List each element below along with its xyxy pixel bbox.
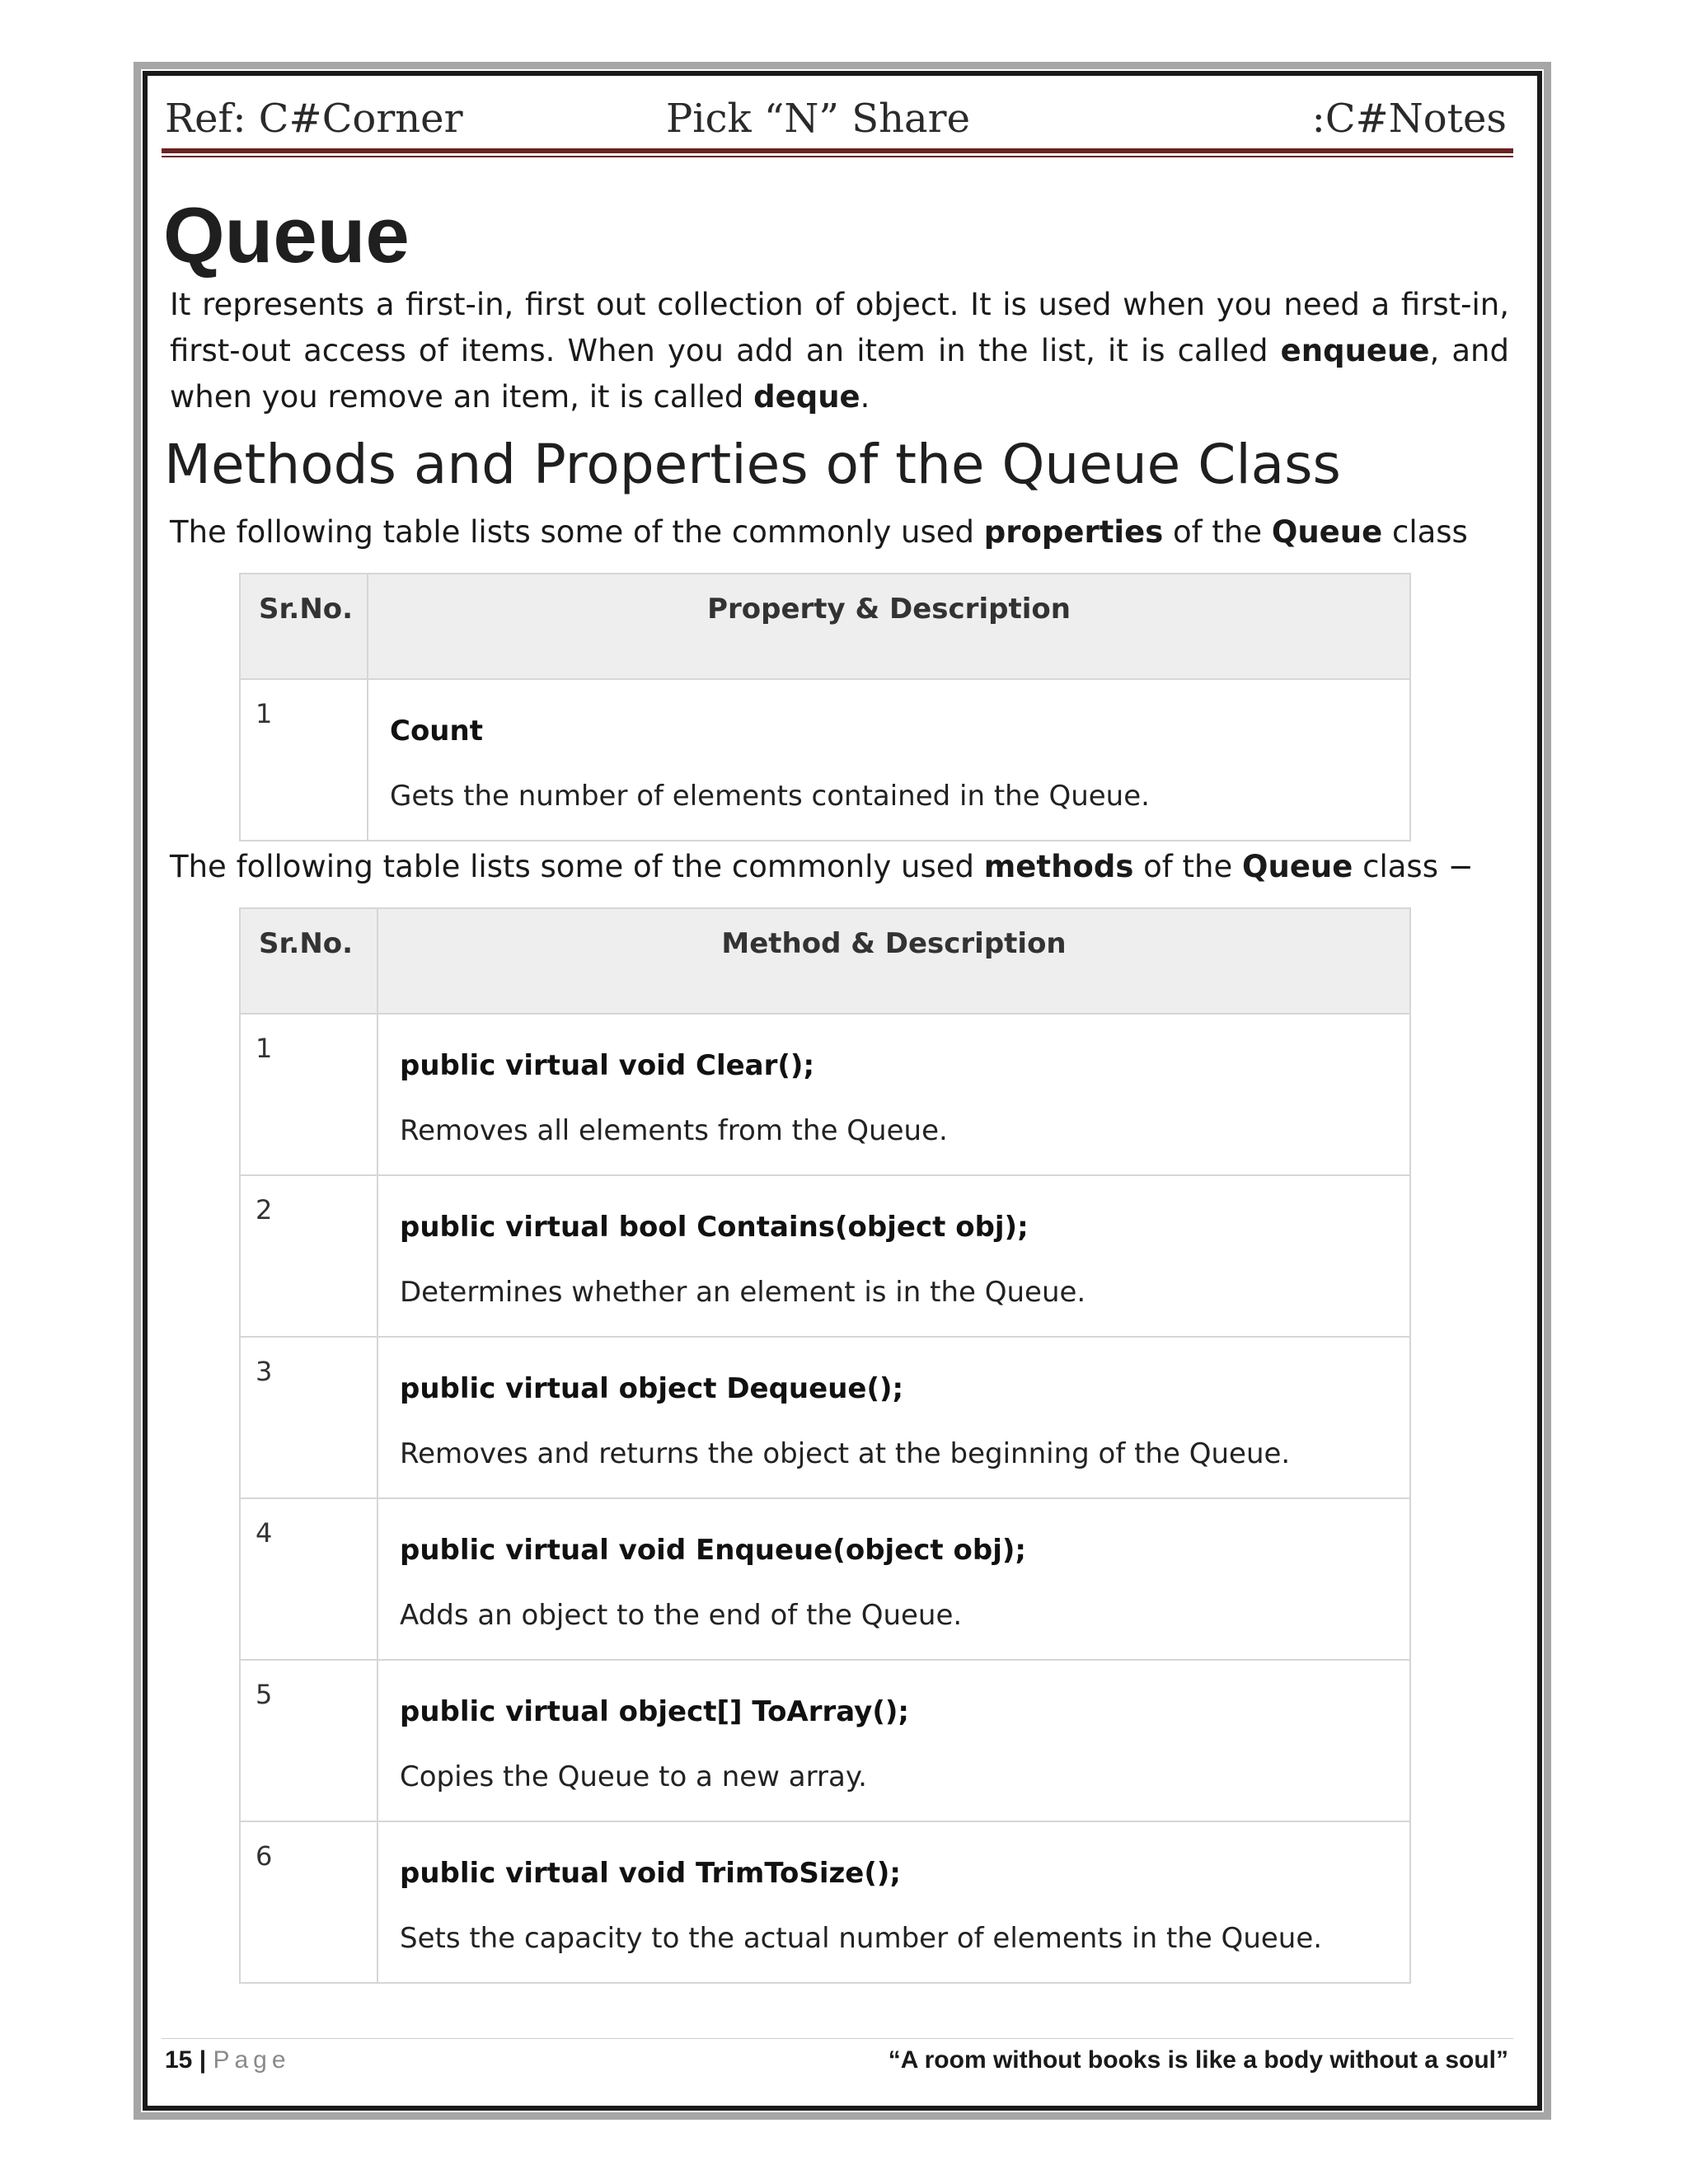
intro-text-1: It represents a first-in, first out collection of object. It is used when you need a first-in, first-out access of items. When you add an item in the list, it is called — [170, 287, 1509, 368]
column-header-desc-label: Property & Description — [707, 593, 1071, 626]
column-header-num — [240, 574, 368, 679]
page-header — [165, 89, 1508, 147]
method-description: Removes and returns the object at the beginning of the Queue. — [400, 1436, 1291, 1470]
header-center: Pick “N” Share — [666, 96, 970, 142]
table-row — [240, 1498, 1410, 1660]
methods-lead — [170, 849, 1474, 885]
table-header-row — [240, 908, 1410, 1014]
method-signature: public virtual void Enqueue(object obj); — [400, 1534, 1026, 1567]
row-number-cell — [240, 1014, 377, 1175]
row-desc-cell — [377, 1660, 1410, 1821]
table-row — [240, 679, 1410, 841]
footer-separator: | — [199, 2046, 207, 2074]
row-number: 6 — [256, 1840, 273, 1872]
methods-lead-before: The following table lists some of the commonly used — [170, 849, 984, 884]
row-number: 3 — [256, 1356, 273, 1387]
methods-lead-keyword: methods — [983, 849, 1134, 884]
column-header-num-label: Sr.No. — [259, 927, 354, 960]
header-rule — [162, 148, 1513, 153]
row-number-cell — [240, 1175, 377, 1337]
property-description: Gets the number of elements contained in the Queue. — [390, 779, 1150, 813]
row-desc-cell — [377, 1337, 1410, 1498]
intro-enqueue-term: enqueue — [1280, 333, 1430, 368]
row-desc-cell — [377, 1175, 1410, 1337]
table-row — [240, 1337, 1410, 1498]
method-signature: public virtual object Dequeue(); — [400, 1372, 904, 1405]
column-header-desc-label: Method & Description — [721, 927, 1067, 960]
intro-deque-term: deque — [753, 379, 860, 415]
method-signature: public virtual bool Contains(object obj); — [400, 1211, 1029, 1244]
method-description: Adds an object to the end of the Queue. — [400, 1598, 963, 1632]
properties-lead-after: class — [1382, 514, 1468, 550]
header-rule-thin — [162, 156, 1513, 157]
row-desc-cell — [368, 679, 1410, 841]
column-header-num — [240, 908, 377, 1014]
method-description: Copies the Queue to a new array. — [400, 1760, 867, 1793]
row-number: 1 — [256, 698, 273, 729]
properties-table — [239, 573, 1411, 841]
page-number-footer — [165, 2046, 291, 2074]
table-row — [240, 1660, 1410, 1821]
row-desc-cell — [377, 1014, 1410, 1175]
column-header-desc — [377, 908, 1410, 1014]
methods-table — [239, 907, 1411, 1984]
section-heading: Methods and Properties of the Queue Class — [164, 433, 1341, 496]
footer-quote: “A room without books is like a body without a soul” — [888, 2046, 1508, 2074]
properties-lead — [170, 514, 1468, 551]
method-description: Removes all elements from the Queue. — [400, 1113, 948, 1147]
header-ref: Ref: C#Corner — [165, 96, 463, 142]
table-header-row — [240, 574, 1410, 679]
page-number: 15 — [165, 2046, 193, 2074]
row-number: 5 — [256, 1679, 273, 1710]
methods-lead-middle: of the — [1133, 849, 1243, 884]
method-signature: public virtual object[] ToArray(); — [400, 1695, 910, 1728]
page-title: Queue — [163, 191, 410, 279]
row-number: 1 — [256, 1033, 273, 1064]
row-number: 4 — [256, 1517, 273, 1549]
header-notes: :C#Notes — [1311, 96, 1507, 142]
property-name: Count — [390, 715, 483, 748]
row-desc-cell — [377, 1498, 1410, 1660]
intro-text-end: . — [860, 379, 870, 415]
methods-lead-class: Queue — [1242, 849, 1353, 884]
row-number-cell — [240, 1498, 377, 1660]
row-number-cell — [240, 1660, 377, 1821]
footer-rule — [162, 2038, 1513, 2039]
table-row — [240, 1175, 1410, 1337]
table-row — [240, 1821, 1410, 1983]
method-signature: public virtual void TrimToSize(); — [400, 1857, 902, 1890]
intro-paragraph — [170, 282, 1509, 420]
row-desc-cell — [377, 1821, 1410, 1983]
column-header-num-label: Sr.No. — [259, 593, 354, 626]
table-row — [240, 1014, 1410, 1175]
properties-lead-middle: of the — [1163, 514, 1272, 550]
method-signature: public virtual void Clear(); — [400, 1049, 815, 1082]
column-header-desc — [368, 574, 1410, 679]
row-number: 2 — [256, 1194, 273, 1226]
properties-lead-class: Queue — [1271, 514, 1383, 550]
page-label: Page — [213, 2046, 291, 2074]
properties-lead-keyword: properties — [983, 514, 1164, 550]
row-number-cell — [240, 1337, 377, 1498]
method-description: Determines whether an element is in the Queue. — [400, 1275, 1086, 1309]
row-number-cell — [240, 679, 368, 841]
intro-text-2: , and when you remove an item, it is called — [170, 333, 1509, 415]
properties-lead-before: The following table lists some of the commonly used — [170, 514, 984, 550]
row-number-cell — [240, 1821, 377, 1983]
method-description: Sets the capacity to the actual number of elements in the Queue. — [400, 1921, 1323, 1955]
methods-lead-after: class − — [1353, 849, 1474, 884]
